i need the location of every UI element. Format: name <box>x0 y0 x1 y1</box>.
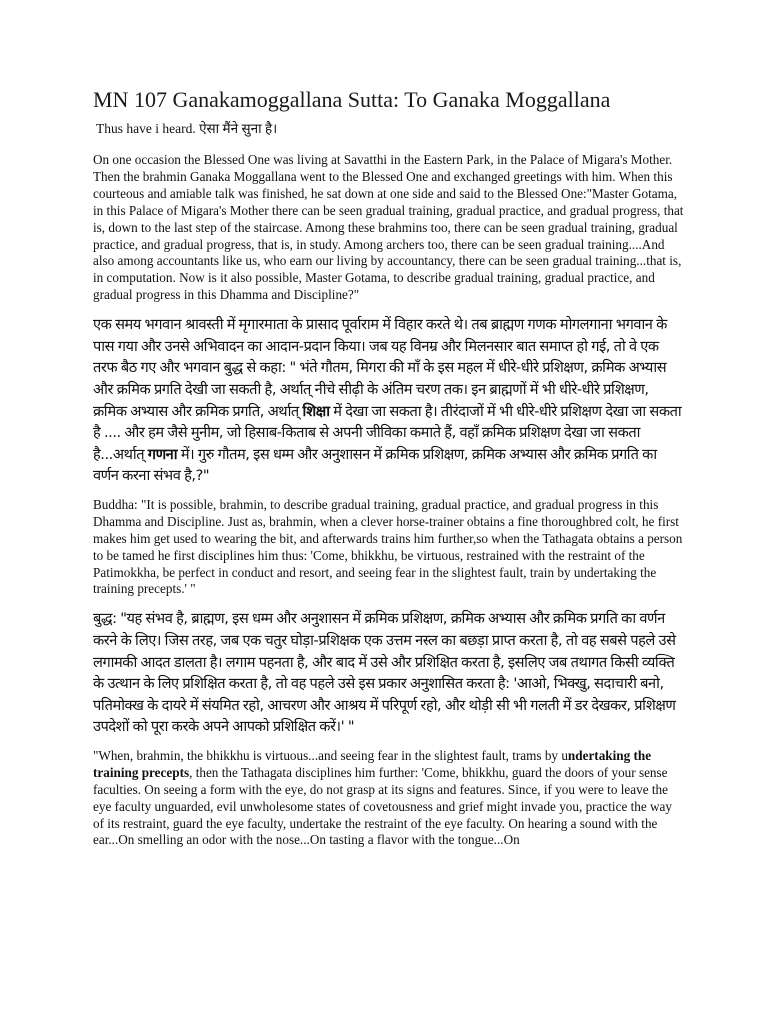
paragraph-english-3 <box>93 748 685 849</box>
paragraph-english-3-part-b: , then the Tathagata disciplines him further: 'Come, bhikkhu, guard the doors of your sense faculties. On seeing a form with the eye, do not grasp at its signs and features. Since, if you were to leave the eye faculty unguarded, evil unwholesome states of covetousness and grief might invade you, practice the way of its restraint, guard the eye faculty, undertake the restraint of the eye faculty. On hearing a sound with the ear...On smelling an odor with the nose...On tasting a flavor with the tongue...On <box>93 764 672 848</box>
paragraph-hindi-1-part-c: में। गुरु गौतम, इस धम्म और अनुशासन में क्रमिक प्रशिक्षण, क्रमिक अभ्यास और क्रमिक प्रगति का वर्णन करना संभव है,?" <box>93 445 657 485</box>
document-title: MN 107 Ganakamoggallana Sutta: To Ganaka Moggallana <box>93 87 611 112</box>
paragraph-hindi-1-part-b: में देखा जा सकता है। तीरंदाजों में भी धीरे-धीरे प्रशिक्षण देखा जा सकता है .... और हम जैसे मुनीम, जो हिसाब-किताब से अपनी जीविका कमाते हैं, वहाँ क्रमिक प्रशिक्षण देखा जा सकता है...अर्थात् <box>93 402 682 463</box>
paragraph-english-1: On one occasion the Blessed One was living at Savatthi in the Eastern Park, in the Palace of Migara's Mother. Then the brahmin Ganaka Moggallana went to the Blessed One and exchanged greetings with him. When this courteous and amiable talk was finished, he sat down at one side and said to the Blessed One:"Master Gotama, in this Palace of Migara's Mother there can be seen gradual training, gradual practice, and gradual progress, that is, down to the last step of the staircase. Among these brahmins too, there can be seen gradual training, gradual practice, and gradual progress, that is, in study. Among archers too, there can be seen gradual training....And also among accountants like us, who earn our living by accountancy, there can be seen gradual training...that is, in computation. Now is it also possible, Master Gotama, to describe gradual training, gradual practice, and gradual progress in this Dhamma and Discipline?" <box>93 152 684 303</box>
document-page <box>93 86 685 859</box>
paragraph-english-2: Buddha: "It is possible, brahmin, to describe gradual training, gradual practice, and gradual progress in this Dhamma and Discipline. Just as, brahmin, when a clever horse-trainer obtains a fine thoroughbred colt, he first makes him get used to wearing the bit, and afterwards trains him further,so when the Tathagata obtains a person to be tamed he first disciplines him thus: 'Come, bhikkhu, be virtuous, restrained with the restraint of the Patimokkha, be perfect in conduct and resort, and seeing fear in the slightest fault, train by undertaking the training precepts.' " <box>93 496 683 597</box>
paragraph-hindi-1-part-a: एक समय भगवान श्रावस्ती में मृगारमाता के प्रासाद पूर्वाराम में विहार करते थे। तब ब्राह्मण गणक मोगलगाना भगवान के पास गया और उनसे अभिवादन का आदान-प्रदान किया। जब यह विनम्र और मिलनसार बात समाप्त हो गई, तो वे एक तरफ बैठ गए और भगवान बुद्ध से कहा: " भंते गौतम, मिगरा की माँ के इस महल में धीरे-धीरे प्रशिक्षण, क्रमिक अभ्यास और क्रमिक प्रगति देखी जा सकती है, अर्थात् नीचे सीढ़ी के अंतिम चरण तक। इन ब्राह्मणों में भी धीरे-धीरे प्रशिक्षण, क्रमिक अभ्यास और क्रमिक प्रगति, अर्थात् <box>93 316 667 420</box>
document-subtitle: Thus have i heard. ऐसा मैंने सुना है। <box>96 121 278 136</box>
paragraph-hindi-1 <box>93 314 685 487</box>
term-shiksha: शिक्षा <box>302 402 330 420</box>
paragraph-english-3-part-a: "When, brahmin, the bhikkhu is virtuous...and seeing fear in the slightest fault, trams by u <box>93 747 568 763</box>
bold-training-precepts: ndertaking the training precepts <box>93 747 652 780</box>
term-ganana: गणना <box>147 445 178 463</box>
paragraph-hindi-2: बुद्ध: "यह संभव है, ब्राह्मण, इस धम्म और अनुशासन में क्रमिक प्रशिक्षण, क्रमिक अभ्यास और क्रमिक प्रगति का वर्णन करने के लिए। जिस तरह, जब एक चतुर घोड़ा-प्रशिक्षक एक उत्तम नस्ल का बछड़ा प्राप्त करता है, तो वह सबसे पहले उसे लगामकी आदत डालता है। लगाम पहनता है, और बाद में उसे और प्रशिक्षित करता है, इसलिए जब तथागत किसी व्यक्ति के उत्थान के लिए प्रशिक्षित करता है, तो वह पहले उसे इस प्रकार अनुशासित करता है: 'आओ, भिक्खु, सदाचारी बनो, पतिमोक्ख के दायरे में संयमित रहो, आचरण और आश्रय में परिपूर्ण रहो, और थोड़ी सी भी गलती में डर देखकर, प्रशिक्षण उपदेशों को पूरा करके अपने आपको प्रशिक्षित करें।' " <box>93 610 676 736</box>
